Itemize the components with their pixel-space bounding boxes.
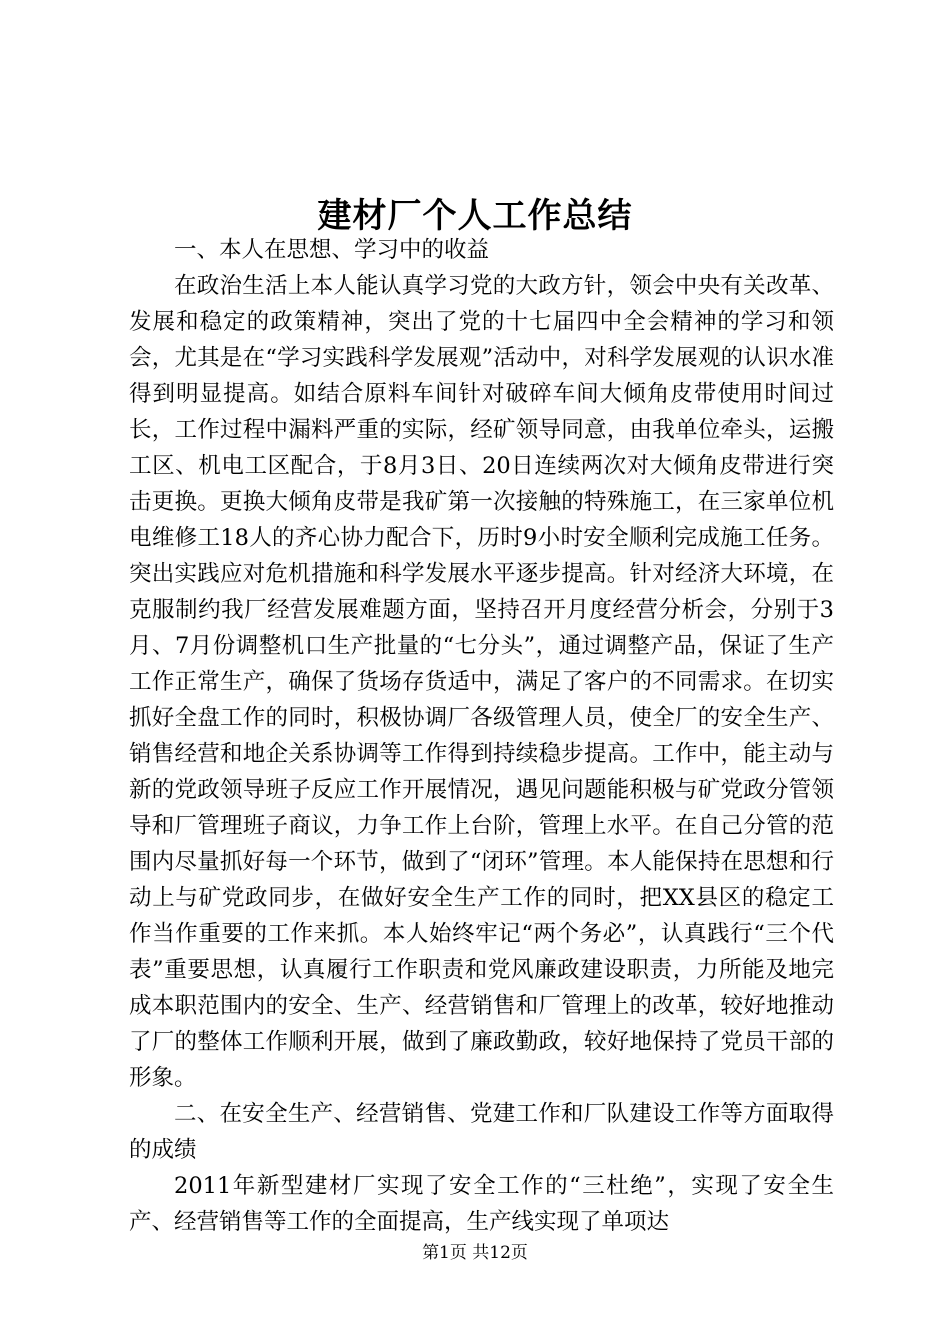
- section-heading-1: 一、本人在思想、学习中的收益: [174, 237, 490, 263]
- body-paragraph-2: 2011年新型建材厂实现了安全工作的“三杜绝”，实现了安全生产、经营销售等工作的全面提高，生产线实现了单项达: [129, 1173, 834, 1235]
- body-paragraph-1: 在政治生活上本人能认真学习党的大政方针，领会中央有关改革、发展和稳定的政策精神，突出了党的十七届四中全会精神的学习和领会，尤其是在“学习实践科学发展观”活动中，对科学发展观的认识水准得到明显提高。如结合原料车间针对破碎车间大倾角皮带使用时间过长，工作过程中漏料严重的实际，经矿领导同意，由我单位牵头，运搬工区、机电工区配合，于8月3日、20日连续两次对大倾角皮带进行突击更换。更换大倾角皮带是我矿第一次接触的特殊施工，在三家单位机电维修工18人的齐心协力配合下，历时9小时安全顺利完成施工任务。突出实践应对危机措施和科学发展水平逐步提高。针对经济大环境，在克服制约我厂经营发展难题方面，坚持召开月度经营分析会，分别于3月、7月份调整机口生产批量的“七分头”，通过调整产品，保证了生产工作正常生产，确保了货场存货适中，满足了客户的不同需求。在切实抓好全盘工作的同时，积极协调厂各级管理人员，使全厂的安全生产、销售经营和地企关系协调等工作得到持续稳步提高。工作中，能主动与新的党政领导班子反应工作开展情况，遇见问题能积极与矿党政分管领导和厂管理班子商议，力争工作上台阶，管理上水平。在自己分管的范围内尽量抓好每一个环节，做到了“闭环”管理。本人能保持在思想和行动上与矿党政同步，在做好安全生产工作的同时，把XX县区的稳定工作当作重要的工作来抓。本人始终牢记“两个务必”，认真践行“三个代表”重要思想，认真履行工作职责和党风廉政建设职责，力所能及地完成本职范围内的安全、生产、经营销售和厂管理上的改革，较好地推动了厂的整体工作顺利开展，做到了廉政勤政，较好地保持了党员干部的形象。: [129, 273, 834, 1091]
- document-title: 建材厂个人工作总结: [317, 196, 633, 236]
- page-footer: 第1页 共12页: [422, 1243, 528, 1263]
- section-heading-2: 二、在安全生产、经营销售、党建工作和厂队建设工作等方面取得的成绩: [129, 1101, 834, 1163]
- document-body: [129, 232, 834, 1240]
